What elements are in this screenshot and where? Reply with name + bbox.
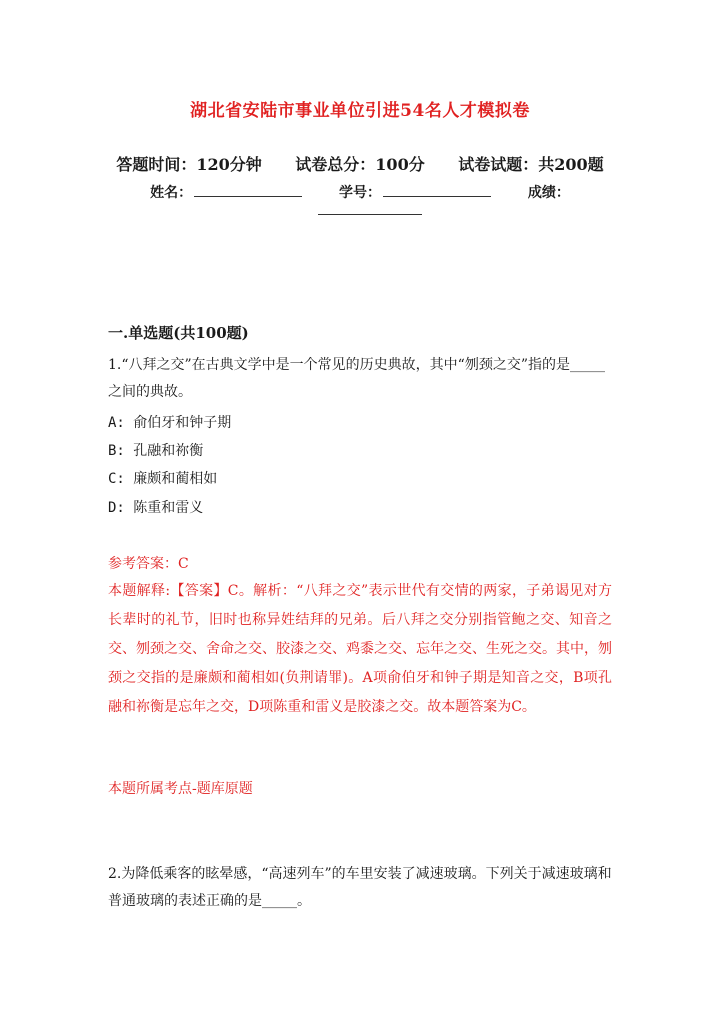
option-key: C: (108, 471, 125, 487)
id-field (339, 182, 491, 202)
question-1-option-a (108, 412, 231, 432)
score-blank (318, 204, 422, 215)
option-text: 俞伯牙和钟子期 (133, 415, 232, 431)
question-1-option-d (108, 497, 203, 517)
option-text: 陈重和雷义 (133, 500, 204, 516)
question-1-answer: 参考答案：C (108, 556, 189, 572)
question-2-stem: 2.为降低乘客的眩晕感，“高速列车”的车里安装了减速玻璃。下列关于减速玻璃和普通玻璃的表述正确的是_____。 (108, 866, 612, 909)
option-text: 廉颇和蔺相如 (133, 471, 218, 487)
score-field (528, 182, 570, 202)
option-key: D: (108, 500, 125, 516)
name-label: 姓名： (150, 185, 193, 201)
student-fields (0, 182, 720, 202)
question-1-option-b (108, 440, 203, 460)
exam-total-score: 试卷总分：100分 (295, 155, 425, 174)
id-blank (383, 184, 491, 197)
exam-title: 湖北省安陆市事业单位引进54名人才模拟卷 (190, 101, 530, 121)
exam-time: 答题时间：120分钟 (116, 155, 262, 174)
question-1-stem: 1.“八拜之交”在古典文学中是一个常见的历史典故，其中“刎颈之交”指的是_____之间的典故。 (108, 357, 605, 400)
section-title: 一.单选题(共100题) (108, 324, 249, 342)
name-field (150, 182, 302, 202)
name-blank (194, 184, 302, 197)
score-label: 成绩： (527, 185, 570, 201)
option-key: A: (108, 415, 125, 431)
question-1-explanation: 本题解释:【答案】C。解析：“八拜之交”表示世代有交情的两家，子弟谒见对方长辈时的礼节，旧时也称异姓结拜的兄弟。后八拜之交分别指管鲍之交、知音之交、刎颈之交、舍命之交、胶漆之交、鸡黍之交、忘年之交、生死之交。其中，刎颈之交指的是廉颇和蔺相如(负荆请罪)。A项俞伯牙和钟子期是知音之交，B项孔融和祢衡是忘年之交，D项陈重和雷义是胶漆之交。故本题答案为C。 (108, 583, 612, 715)
exam-info (0, 152, 720, 175)
exam-question-count: 试卷试题：共200题 (458, 155, 604, 174)
option-text: 孔融和祢衡 (133, 443, 204, 459)
question-1-source: 本题所属考点-题库原题 (108, 781, 253, 797)
option-key: B: (108, 443, 125, 459)
id-label: 学号： (339, 185, 381, 201)
question-1-option-c (108, 468, 217, 488)
